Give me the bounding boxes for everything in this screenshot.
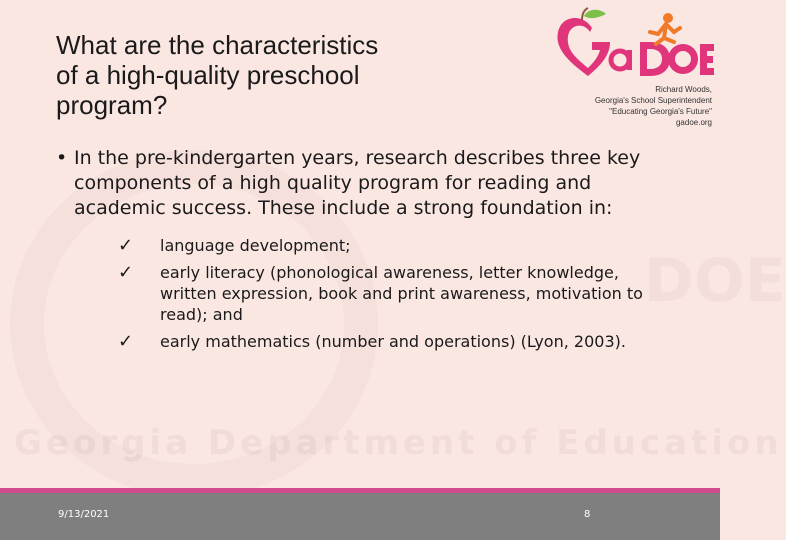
list-item-text: language development; — [160, 236, 351, 255]
bullet-dot-icon: • — [56, 147, 68, 169]
list-item-text: early literacy (phonological awareness, letter knowledge, written expression, book and print awareness, motivation to read); and — [160, 263, 643, 324]
check-mark-icon: ✓ — [118, 331, 134, 352]
logo-caption-line: "Educating Georgia's Future" — [609, 107, 712, 116]
main-bullet-text: In the pre-kindergarten years, research describes three key components of a high quality program for reading and academic success. These include a strong foundation in: — [74, 147, 641, 219]
list-item — [118, 235, 666, 256]
title-line: What are the characteristics — [56, 30, 379, 60]
list-item-text: early mathematics (number and operations) (Lyon, 2003). — [160, 332, 626, 351]
main-bullet — [56, 146, 666, 221]
check-mark-icon: ✓ — [118, 262, 134, 283]
list-item — [118, 331, 666, 352]
logo-caption-line: gadoe.org — [675, 118, 712, 127]
slide-body — [56, 146, 666, 358]
watermark-doe: DOE — [644, 246, 786, 316]
slide-footer — [0, 493, 720, 540]
logo-caption-line: Georgia's School Superintendent — [594, 96, 712, 105]
title-line: of a high-quality preschool — [56, 60, 360, 90]
logo-caption-line: Richard Woods, — [655, 85, 712, 94]
footer-date: 9/13/2021 — [58, 509, 110, 520]
watermark-text: Georgia Department of Education — [14, 423, 783, 463]
list-item — [118, 262, 666, 325]
title-line: program? — [56, 90, 168, 120]
gadoe-logo — [548, 6, 714, 84]
slide-title — [56, 30, 516, 120]
logo-caption — [512, 84, 712, 128]
page-number: 8 — [584, 509, 591, 520]
check-mark-icon: ✓ — [118, 235, 134, 256]
sub-bullet-list — [56, 235, 666, 352]
